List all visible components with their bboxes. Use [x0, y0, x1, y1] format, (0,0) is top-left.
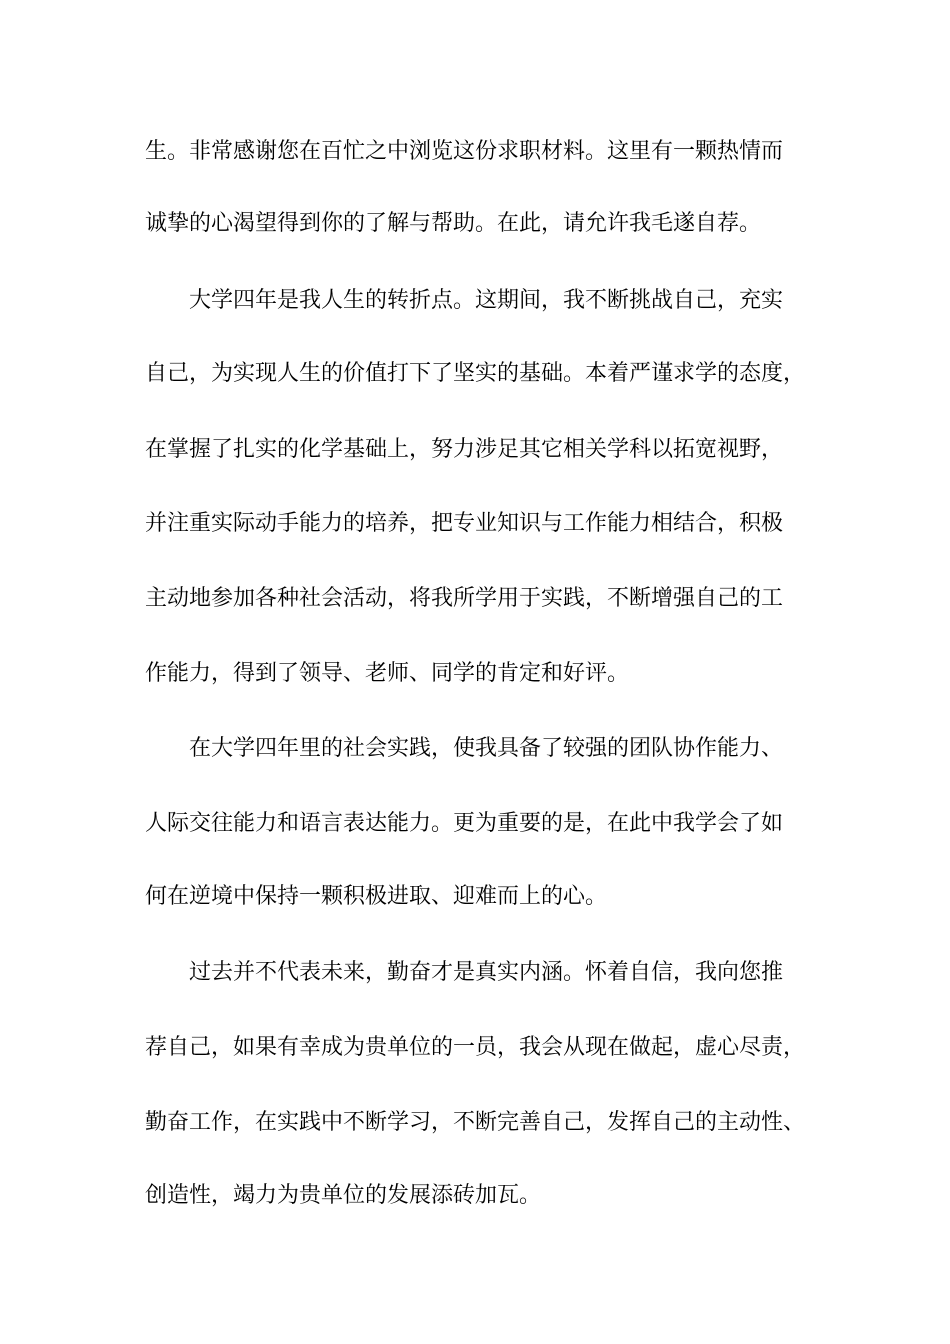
paragraph-start-line: 大学四年是我人生的转折点。这期间，我不断挑战自己，充实 — [189, 288, 784, 313]
text-line: 自己，为实现人生的价值打下了坚实的基础。本着严谨求学的态度， — [145, 361, 806, 386]
text-line: 何在逆境中保持一颗积极进取、迎难而上的心。 — [145, 884, 608, 909]
text-line: 并注重实际动手能力的培养，把专业知识与工作能力相结合，积极 — [145, 511, 784, 536]
text-line: 诚挚的心渴望得到你的了解与帮助。在此，请允许我毛遂自荐。 — [145, 211, 762, 236]
text-line: 荐自己，如果有幸成为贵单位的一员，我会从现在做起，虚心尽责， — [145, 1035, 806, 1060]
text-line: 作能力，得到了领导、老师、同学的肯定和好评。 — [145, 661, 630, 686]
text-line: 勤奋工作，在实践中不断学习，不断完善自己，发挥自己的主动性、 — [145, 1110, 806, 1135]
text-line: 创造性，竭力为贵单位的发展添砖加瓦。 — [145, 1183, 542, 1208]
text-line: 在掌握了扎实的化学基础上，努力涉足其它相关学科以拓宽视野， — [145, 437, 784, 462]
text-line: 主动地参加各种社会活动，将我所学用于实践，不断增强自己的工 — [145, 586, 784, 611]
paragraph-start-line: 过去并不代表未来，勤奋才是真实内涵。怀着自信，我向您推 — [189, 960, 784, 985]
paragraph-start-line: 在大学四年里的社会实践，使我具备了较强的团队协作能力、 — [189, 736, 784, 761]
text-line: 人际交往能力和语言表达能力。更为重要的是，在此中我学会了如 — [145, 811, 784, 836]
text-line: 生。非常感谢您在百忙之中浏览这份求职材料。这里有一颗热情而 — [145, 139, 784, 164]
